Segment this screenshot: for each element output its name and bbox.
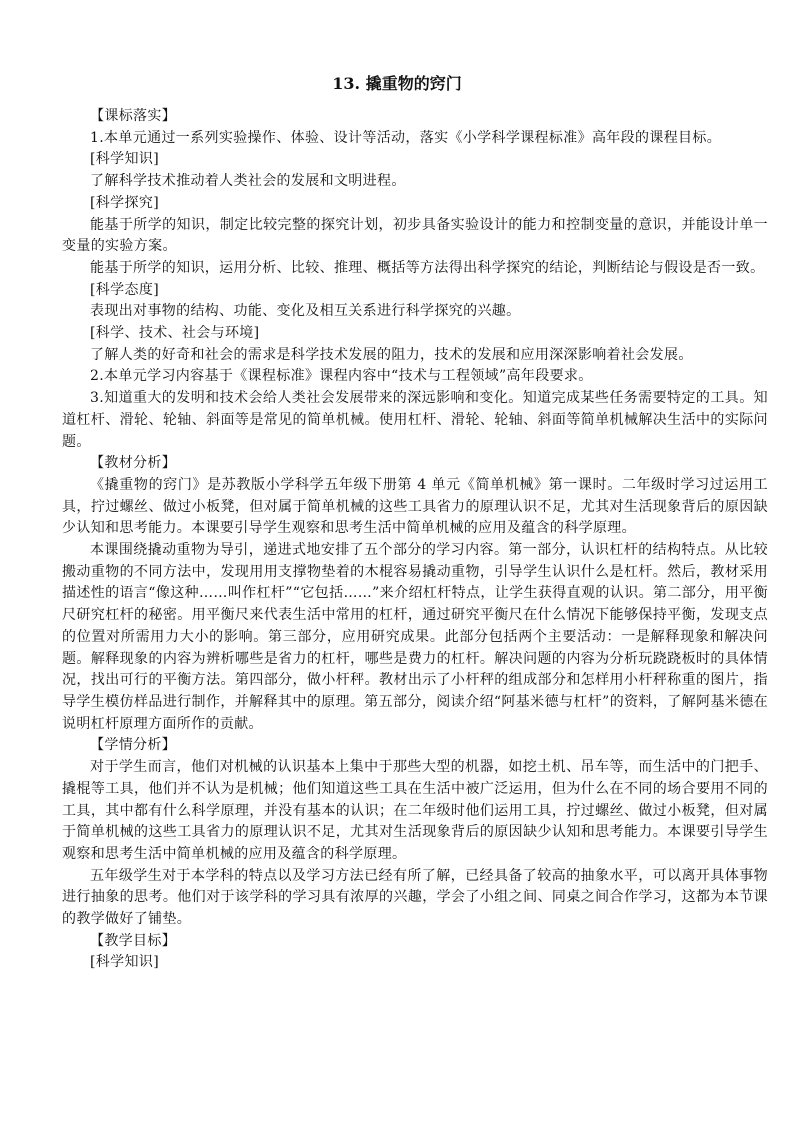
paragraph: 对于学生而言，他们对机械的认识基本上集中于那些大型的机器，如挖土机、吊车等，而生活中的门把手、撬棍等工具，他们并不认为是机械；他们知道这些工具在生活中被广泛运用，但为什么在不同的场合要用不同的工具，其中都有什么科学原理，并没有基本的认识；在二年级时他们运用工具，拧过螺丝、做过小板凳，但对属于简单机械的这些工具省力的原理认识不足，尤其对生活现象背后的原因缺少认知和思考能力。本课要引导学生观察和思考生活中简单机械的应用及蕴含的科学原理。	[62, 759, 768, 862]
document-title: 13. 撬重物的窍门	[332, 74, 462, 93]
paragraph: 1.本单元通过一系列实验操作、体验、设计等活动，落实《小学科学课程标准》高年段的课程目标。	[90, 129, 722, 146]
section-heading-textbook-analysis: 【教材分析】	[90, 455, 177, 472]
paragraph: 能基于所学的知识，制定比较完整的探究计划，初步具备实验设计的能力和控制变量的意识，并能设计单一变量的实验方案。	[62, 216, 768, 255]
paragraph: 了解科学技术推动着人类社会的发展和文明进程。	[90, 173, 406, 190]
paragraph: 本课围绕撬动重物为导引，递进式地安排了五个部分的学习内容。第一部分，认识杠杆的结构特点。从比较搬动重物的不同方法中，发现用用支撑物垫着的木棍容易撬动重物，引导学生认识什么是杠杆。然后，教材采用描述性的语言“像这种……叫作杠杆”“它包括……”来介绍杠杆特点，让学生获得直观的认识。第二部分，用平衡尺研究杠杆的秘密。用平衡尺来代表生活中常用的杠杆，通过研究平衡尺在什么情况下能够保持平衡，发现支点的位置对所需用力大小的影响。第三部分，应用研究成果。此部分包括两个主要活动：一是解释现象和解决问题。解释现象的内容为辨析哪些是省力的杠杆，哪些是费力的杠杆。解决问题的内容为分析玩跷跷板时的具体情况，找出可行的平衡方法。第四部分，做小杆秤。教材出示了小杆秤的组成部分和怎样用小杆秤称重的图片，指导学生模仿样品进行制作，并解释其中的原理。第五部分，阅读介绍“阿基米德与杠杆”的资料，了解阿基米德在说明杠杆原理方面所作的贡献。	[62, 542, 768, 732]
paragraph: 能基于所学的知识，运用分析、比较、推理、概括等方法得出科学探究的结论，判断结论与假设是否一致。	[90, 259, 765, 276]
paragraph: 表现出对事物的结构、功能、变化及相互关系进行科学探究的兴趣。	[90, 303, 521, 320]
subheading-science-inquiry: [科学探究]	[90, 194, 160, 211]
document-body	[62, 106, 768, 974]
section-heading-teaching-goals: 【教学目标】	[90, 932, 177, 949]
subheading-science-knowledge: [科学知识]	[90, 954, 160, 971]
paragraph: 了解人类的好奇和社会的需求是科学技术发展的阻力，技术的发展和应用深深影响着社会发展。	[90, 346, 693, 363]
subheading-science-attitude: [科学态度]	[90, 281, 160, 298]
paragraph: 五年级学生对于本学科的特点以及学习方法已经有所了解，已经具备了较高的抽象水平，可以离开具体事物进行抽象的思考。他们对于该学科的学习具有浓厚的兴趣，学会了小组之间、同桌之间合作学习，这都为本节课的教学做好了铺垫。	[62, 867, 768, 928]
section-heading-learner-analysis: 【学情分析】	[90, 737, 177, 754]
paragraph: 《撬重物的窍门》是苏教版小学科学五年级下册第 4 单元《简单机械》第一课时。二年级时学习过运用工具，拧过螺丝、做过小板凳，但对属于简单机械的这些工具省力的原理认识不足，尤其对生活现象背后的原因缺少认知和思考能力。本课要引导学生观察和思考生活中简单机械的应用及蕴含的科学原理。	[62, 476, 768, 537]
subheading-science-knowledge: [科学知识]	[90, 151, 160, 168]
paragraph: 3.知道重大的发明和技术会给人类社会发展带来的深远影响和变化。知道完成某些任务需要特定的工具。知道杠杆、滑轮、轮轴、斜面等是常见的简单机械。使用杠杆、滑轮、轮轴、斜面等简单机械解决生活中的实际问题。	[62, 390, 768, 450]
paragraph: 2.本单元学习内容基于《课程标准》课程内容中“技术与工程领域”高年段要求。	[90, 368, 593, 385]
subheading-stse: [科学、技术、社会与环境]	[90, 325, 260, 342]
section-heading-curriculum: 【课标落实】	[90, 108, 177, 124]
